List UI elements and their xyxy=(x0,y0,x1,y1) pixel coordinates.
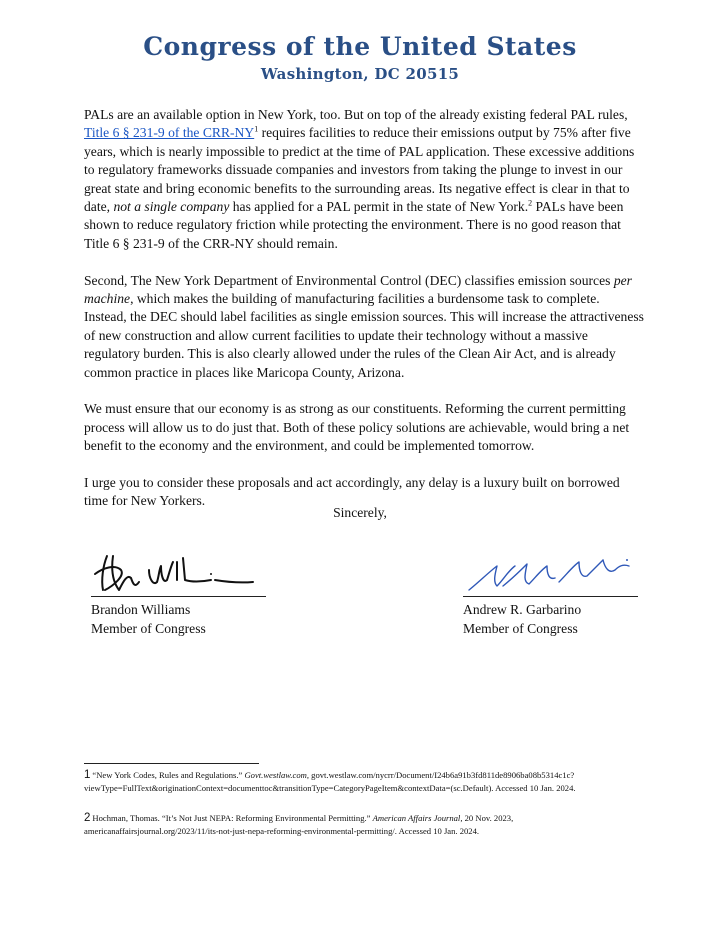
text-segment: requires facilities to reduce their emissions output by 75% after five years, which is nearly impossible to predict at the time of PAL application. These excessive additions to regulatory frameworks dissuade companies and investors from taking the plunge to invest in our great state and bring economic benefits to the surrounding areas. Its negative effect is clear in that to date, xyxy=(84,125,635,215)
text-segment: , 20 Nov. 2023, americanaffairsjournal.org/2023/11/its-not-just-nepa-reforming-environmental-permitting/. Accessed 10 Jan. 2024. xyxy=(84,813,514,836)
letter-body xyxy=(84,106,644,529)
paragraph-economy: We must ensure that our economy is as strong as our constituents. Reforming the current permitting process will allow us to do just that. Both of these policy solutions are achievable, would bring a net benefit to the economy and the environment, and could be implemented tomorrow. xyxy=(84,401,630,454)
footnote-2 xyxy=(84,812,644,838)
signature-williams xyxy=(91,552,266,596)
footnote-separator xyxy=(84,763,259,764)
letterhead xyxy=(0,32,720,83)
text-segment: PALs are an available option in New York, too. But on top of the already existing federal PAL rules, xyxy=(84,107,628,122)
text-segment: Hochman, Thomas. “It’s Not Just NEPA: Reforming Environmental Permitting.” xyxy=(92,813,373,823)
emphasis-text: not a single company xyxy=(113,199,230,215)
footnote-number: 1 xyxy=(84,769,91,781)
emphasis-text: Govt.westlaw.com xyxy=(244,770,307,780)
signature-block-garbarino xyxy=(463,552,638,638)
closing-salutation: Sincerely, xyxy=(333,505,387,520)
footnote-1 xyxy=(84,769,644,795)
text-segment: has applied for a PAL permit in the state of New York. xyxy=(229,199,529,215)
text-segment: , govt.westlaw.com/nycrr/Document/I24b6a91b3fd811de8906ba08b5314c1c?viewType=FullText&originationContext=documenttoc&transitionType=CategoryPageItem&contextData=(sc.Default). Accessed 10 Jan. 2024. xyxy=(84,770,576,793)
letterhead-subtitle: Washington, DC 20515 xyxy=(260,65,460,83)
signature-garbarino-ink xyxy=(469,559,629,590)
footnote-ref-1[interactable]: 1 xyxy=(254,124,259,134)
text-segment: “New York Codes, Rules and Regulations.” xyxy=(92,770,245,780)
signature-garbarino xyxy=(463,552,638,596)
paragraph-dec xyxy=(84,272,644,382)
signer-title: Member of Congress xyxy=(463,621,578,636)
text-segment: Second, The New York Department of Environmental Control (DEC) classifies emission sources xyxy=(84,272,614,288)
signature-williams-ink xyxy=(95,556,253,590)
paragraph-pal xyxy=(84,106,644,253)
footnote-ref-2[interactable]: 2 xyxy=(528,198,533,208)
signer-name: Brandon Williams xyxy=(91,602,191,617)
emphasis-text: American Affairs Journal xyxy=(372,813,461,823)
signer-title: Member of Congress xyxy=(91,621,206,636)
signature-line xyxy=(463,596,638,597)
signature-line xyxy=(91,596,266,597)
letterhead-title: Congress of the United States xyxy=(143,32,577,61)
signature-block-williams xyxy=(91,552,266,638)
emphasis-text: per machine xyxy=(84,272,632,307)
text-segment: , which makes the building of manufacturing facilities a burdensome task to complete. Instead, the DEC should label facilities as single emission sources. This will increase the attractiveness of new construction and allow current facilities to update their technology without a massive regulatory burden. This is also clearly allowed under the rules of the Clean Air Act, and is already common practice in places like Maricopa County, Arizona. xyxy=(84,291,644,380)
text-segment: PALs have been shown to reduce regulatory friction while protecting the environment. There is no good reason that Title 6 § 231-9 of the CRR-NY should remain. xyxy=(84,199,624,251)
footnote-number: 2 xyxy=(84,812,91,824)
paragraph-urge: I urge you to consider these proposals and act accordingly, any delay is a luxury built on borrowed time for New Yorkers. xyxy=(84,475,620,509)
signer-name: Andrew R. Garbarino xyxy=(463,602,582,617)
crr-ny-link[interactable]: Title 6 § 231-9 of the CRR-NY xyxy=(84,125,255,141)
